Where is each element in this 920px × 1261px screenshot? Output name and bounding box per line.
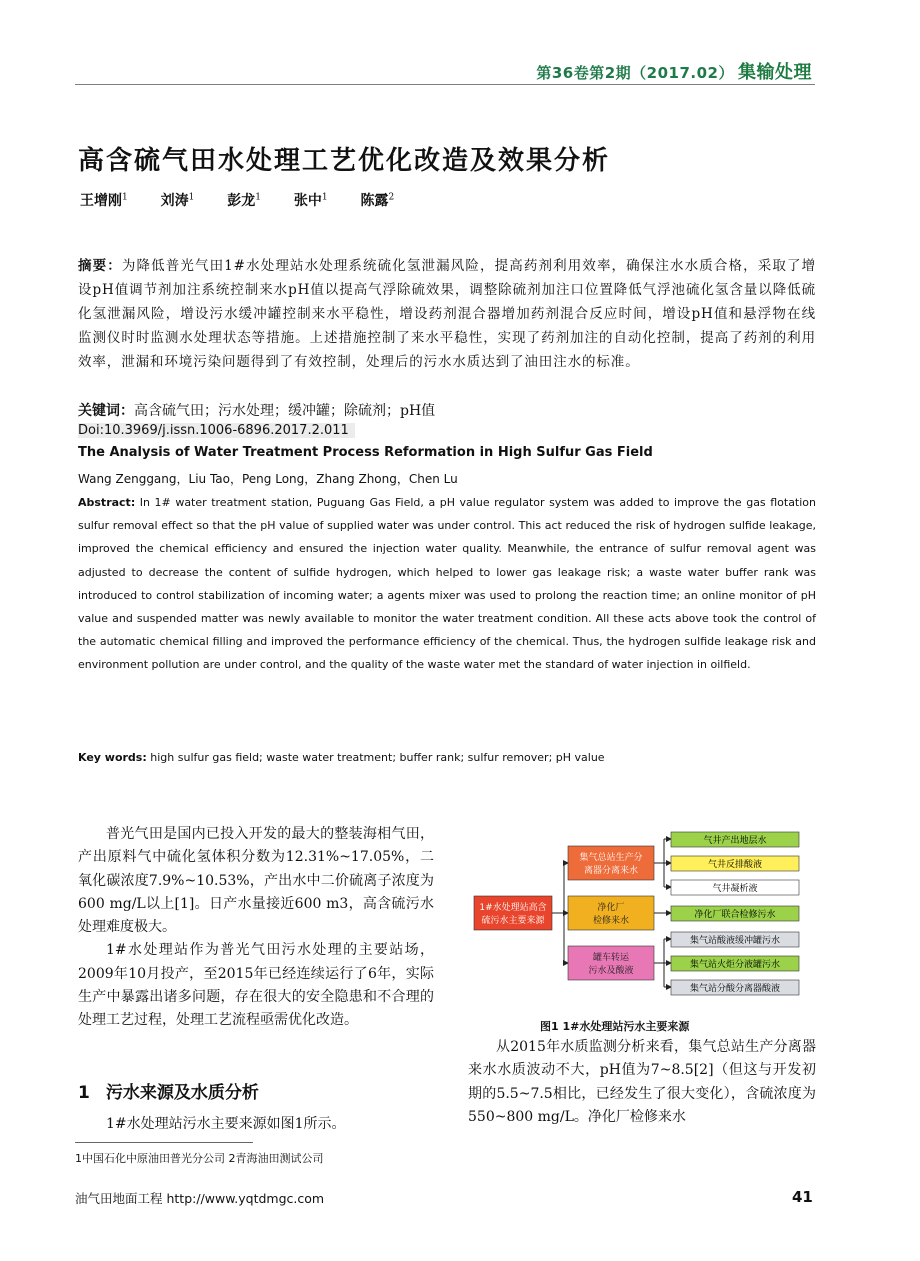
issue-info: 第36卷第2期（2017.02） [536, 64, 734, 82]
header-rule [75, 84, 815, 85]
svg-text:集气站酸液缓冲罐污水: 集气站酸液缓冲罐污水 [689, 936, 781, 946]
journal-footer: 油气田地面工程 http://www.yqtdmgc.com [75, 1191, 325, 1206]
svg-text:净化厂联合检修污水: 净化厂联合检修污水 [694, 910, 776, 920]
section-brand: 集输处理 [738, 62, 812, 83]
svg-text:集气站分酸分离器酸液: 集气站分酸分离器酸液 [689, 984, 781, 994]
svg-text:罐车转运: 罐车转运 [592, 953, 630, 963]
figure-caption: 图1 1#水处理站污水主要来源 [540, 1020, 690, 1033]
abstract-en-text: In 1# water treatment station, Puguang Gas Field, a pH value regulator system was added to improve the gas flotation sulfur removal effect so that the pH value of supplied water was under control. This act reduced the risk of hydrogen sulfide leakage, improved the chemical efficiency and ensured the injection water quality. Meanwhile, the entrance of sulfur removal agent was adjusted to decrease the content of sulfide hydrogen, which helped to lower gas leakage risk; a waste water buffer rank was introduced to control stabilization of incoming water; a agents mixer was used to prolong the reaction time; an online monitor of pH value and suspended matter was newly available to monitor the water treatment condition. All these acts above took the control of the automatic chemical filling and improved the performance efficiency of the chemical. Thus, the hydrogen sulfide leakage risk and environment pollution are under control, and the quality of the waste water met the standard of water injection in oilfield. [78, 496, 817, 672]
svg-text:离器分离来水: 离器分离来水 [583, 866, 639, 876]
group-node-tanker [568, 946, 654, 980]
body-left-column [78, 823, 434, 1033]
group-node-purification [568, 896, 654, 930]
leaf-node [671, 856, 799, 871]
abstract-cn [78, 254, 816, 374]
group-node-separator [568, 846, 654, 880]
svg-text:检修来水: 检修来水 [592, 916, 630, 926]
svg-text:集气总站生产分: 集气总站生产分 [579, 853, 643, 863]
leaf-node [671, 880, 799, 895]
svg-text:气井反排酸液: 气井反排酸液 [707, 860, 763, 870]
paper-title: 高含硫气田水处理工艺优化改造及效果分析 [78, 146, 611, 176]
author: 刘涛$^1$ [160, 192, 195, 209]
leaf-node [671, 906, 799, 921]
body-right-column [468, 1036, 816, 1129]
keywords-en: Key words: high sulfur gas field; waste water treatment; buffer rank; sulfur remover; pH value [78, 751, 605, 764]
svg-text:集气站火炬分液罐污水: 集气站火炬分液罐污水 [689, 960, 781, 970]
section-paragraph: 1#水处理站污水主要来源如图1所示。 [106, 1116, 346, 1132]
svg-text:气井凝析液: 气井凝析液 [712, 884, 758, 894]
affiliation-footnote: 1中国石化中原油田普光分公司 2青海油田测试公司 [75, 1152, 324, 1165]
leaf-node [671, 932, 799, 947]
abstract-cn-label: 摘要： [78, 258, 122, 274]
svg-text:1#水处理站高含: 1#水处理站高含 [479, 903, 547, 913]
leaf-node [671, 956, 799, 971]
running-header [536, 58, 812, 84]
page-number: 41 [792, 1188, 813, 1206]
english-title: The Analysis of Water Treatment Process Reformation in High Sulfur Gas Field [78, 445, 653, 460]
paragraph: 1#水处理站作为普光气田污水处理的主要站场，2009年10月投产，至2015年已经连续运行了6年，实际生产中暴露出诸多问题，存在很大的安全隐患和不合理的处理工艺过程，处理工艺流程亟需优化改造。 [78, 942, 434, 1029]
abstract-en [78, 491, 816, 677]
author: 王增刚$^1$ [80, 192, 128, 209]
keywords-cn: 关键词：高含硫气田；污水处理；缓冲罐；除硫剂；pH值 [78, 403, 436, 419]
root-node [474, 896, 552, 930]
footnote-rule [75, 1142, 253, 1143]
author: 张中$^1$ [293, 192, 328, 209]
svg-text:污水及酸液: 污水及酸液 [588, 966, 634, 976]
svg-text:净化厂: 净化厂 [597, 903, 625, 913]
abstract-cn-text: 为降低普光气田1#水处理站水处理系统硫化氢泄漏风险，提高药剂利用效率，确保注水水质合格，采取了增设pH值调节剂加注系统控制来水pH值以提高气浮除硫效果，调整除硫剂加注口位置降低气浮池硫化氢含量以降低硫化氢泄漏风险，增设污水缓冲罐控制来水平稳性，增设药剂混合器增加药剂混合反应时间，增设pH值和悬浮物在线监测仪时时监测水处理状态等措施。上述措施控制了来水平稳性，实现了药剂加注的自动化控制，提高了药剂的利用效率，泄漏和环境污染问题得到了有效控制，处理后的污水水质达到了油田注水的标准。 [78, 258, 816, 370]
author: 陈露$^2$ [360, 192, 395, 209]
section-heading: 1 污水来源及水质分析 [78, 1083, 259, 1103]
author-list [80, 190, 422, 210]
abstract-en-label: Abstract: [78, 496, 136, 509]
leaf-node [671, 832, 799, 847]
author: 彭龙$^1$ [227, 192, 261, 209]
figure-1-diagram [468, 828, 820, 1018]
english-authors: Wang Zenggang，Liu Tao，Peng Long，Zhang Zhong，Chen Lu [78, 472, 458, 486]
leaf-node [671, 980, 799, 995]
paragraph: 普光气田是国内已投入开发的最大的整装海相气田，产出原料气中硫化氢体积分数为12.31%~17.05%，二氧化碳浓度7.9%~10.53%，产出水中二价硫离子浓度为600 mg/L以上[1]。日产水量接近600 m3，高含硫污水处理难度极大。 [78, 826, 434, 936]
paragraph: 从2015年水质监测分析来看，集气总站生产分离器来水水质波动不大，pH值为7~8.5[2]（但这与开发初期的5.5~7.5相比，已经发生了很大变化），含硫浓度为550~800 mg/L。净化厂检修来水 [468, 1039, 816, 1125]
svg-text:气井产出地层水: 气井产出地层水 [703, 836, 767, 846]
doi: Doi:10.3969/j.issn.1006-6896.2017.2.011 [78, 423, 355, 438]
svg-text:硫污水主要来源: 硫污水主要来源 [481, 916, 545, 926]
